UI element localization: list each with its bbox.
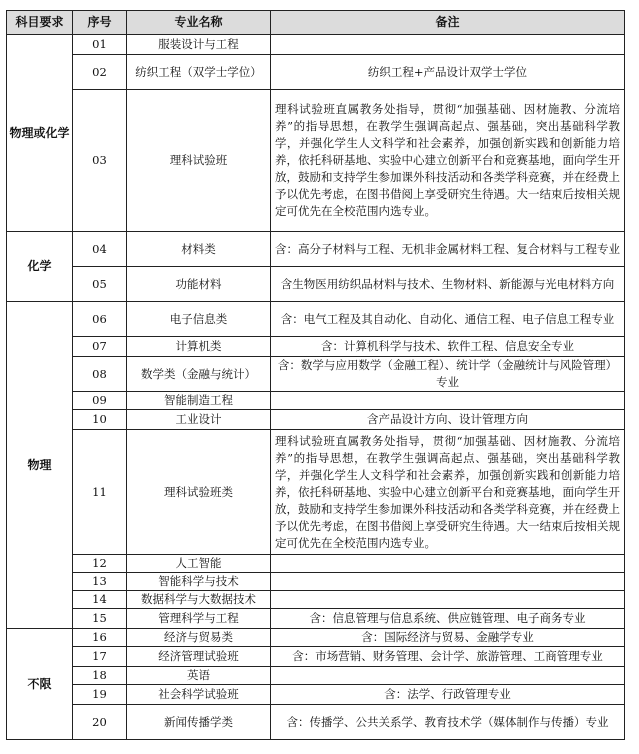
major-note: 含产品设计方向、设计管理方向 [271,410,625,430]
table-row [7,573,625,591]
major-requirements-table-wrapper [6,10,625,740]
table-row [7,629,625,647]
row-number: 03 [73,90,127,232]
major-note: 纺织工程+产品设计双学士学位 [271,55,625,90]
major-note: 理科试验班直属教务处指导，贯彻“加强基础、因材施教、分流培养”的指导思想，在教学生强调高起点、强基础，突出基础科学教学，并强化学生人文科学和社会素养，加强创新实践和创新能力培养，依托科研基地、实验中心建立创新平台和竞赛基地，面向学生开放，鼓励和支持学生参加课外科技活动和各类学科竞赛，并在经费上予以优先考虑，在图书借阅上享受研究生待遇。大一结束后按相关规定可优先在全校范围内选专业。 [271,430,625,555]
row-number: 07 [73,337,127,357]
major-name: 纺织工程（双学士学位） [127,55,271,90]
table-row [7,685,625,705]
table-row [7,647,625,667]
table-row [7,591,625,609]
row-number: 17 [73,647,127,667]
row-number: 01 [73,35,127,55]
major-name: 英语 [127,667,271,685]
major-name: 服装设计与工程 [127,35,271,55]
row-number: 02 [73,55,127,90]
row-number: 04 [73,232,127,267]
table-header-row [7,11,625,35]
row-number: 06 [73,302,127,337]
row-number: 09 [73,392,127,410]
major-note: 含：国际经济与贸易、金融学专业 [271,629,625,647]
major-name: 管理科学与工程 [127,609,271,629]
major-note [271,555,625,573]
major-name: 新闻传播学类 [127,705,271,740]
row-number: 14 [73,591,127,609]
major-note: 含：法学、行政管理专业 [271,685,625,705]
row-number: 08 [73,357,127,392]
table-row [7,667,625,685]
table-row [7,232,625,267]
major-note [271,667,625,685]
table-row [7,357,625,392]
header-index: 序号 [73,11,127,35]
table-row [7,555,625,573]
major-note [271,392,625,410]
major-note [271,35,625,55]
major-name: 经济管理试验班 [127,647,271,667]
row-number: 16 [73,629,127,647]
major-note: 含：数学与应用数学（金融工程）、统计学（金融统计与风险管理）专业 [271,357,625,392]
row-number: 10 [73,410,127,430]
row-number: 15 [73,609,127,629]
row-number: 12 [73,555,127,573]
row-number: 19 [73,685,127,705]
header-major: 专业名称 [127,11,271,35]
table-row [7,302,625,337]
major-name: 人工智能 [127,555,271,573]
category-cell: 物理或化学 [7,35,73,232]
major-note: 理科试验班直属教务处指导，贯彻“加强基础、因材施教、分流培养”的指导思想，在教学生强调高起点、强基础，突出基础科学教学，并强化学生人文科学和社会素养，加强创新实践和创新能力培养，依托科研基地、实验中心建立创新平台和竞赛基地，面向学生开放，鼓励和支持学生参加课外科技活动和各类学科竞赛，并在经费上予以优先考虑，在图书借阅上享受研究生待遇。大一结束后按相关规定可优先在全校范围内选专业。 [271,90,625,232]
major-name: 电子信息类 [127,302,271,337]
row-number: 20 [73,705,127,740]
header-category: 科目要求 [7,11,73,35]
major-note: 含：高分子材料与工程、无机非金属材料工程、复合材料与工程专业 [271,232,625,267]
major-note: 含：市场营销、财务管理、会计学、旅游管理、工商管理专业 [271,647,625,667]
major-name: 智能制造工程 [127,392,271,410]
major-name: 计算机类 [127,337,271,357]
table-row [7,705,625,740]
major-note: 含生物医用纺织品材料与技术、生物材料、新能源与光电材料方向 [271,267,625,302]
row-number: 13 [73,573,127,591]
major-note: 含：传播学、公共关系学、教育技术学（媒体制作与传播）专业 [271,705,625,740]
major-requirements-table [6,10,625,740]
table-row [7,609,625,629]
major-name: 工业设计 [127,410,271,430]
major-name: 经济与贸易类 [127,629,271,647]
major-note [271,573,625,591]
major-name: 理科试验班类 [127,430,271,555]
table-row [7,267,625,302]
major-name: 数据科学与大数据技术 [127,591,271,609]
major-name: 智能科学与技术 [127,573,271,591]
header-note: 备注 [271,11,625,35]
table-row [7,337,625,357]
table-row [7,55,625,90]
category-cell: 不限 [7,629,73,740]
row-number: 18 [73,667,127,685]
major-note: 含：电气工程及其自动化、自动化、通信工程、电子信息工程专业 [271,302,625,337]
table-row [7,90,625,232]
major-note: 含：计算机科学与技术、软件工程、信息安全专业 [271,337,625,357]
row-number: 11 [73,430,127,555]
major-name: 理科试验班 [127,90,271,232]
major-name: 社会科学试验班 [127,685,271,705]
table-row [7,430,625,555]
major-note: 含：信息管理与信息系统、供应链管理、电子商务专业 [271,609,625,629]
table-row [7,410,625,430]
major-name: 功能材料 [127,267,271,302]
table-row [7,392,625,410]
row-number: 05 [73,267,127,302]
category-cell: 化学 [7,232,73,302]
major-name: 材料类 [127,232,271,267]
major-note [271,591,625,609]
major-name: 数学类（金融与统计） [127,357,271,392]
category-cell: 物理 [7,302,73,629]
table-row [7,35,625,55]
